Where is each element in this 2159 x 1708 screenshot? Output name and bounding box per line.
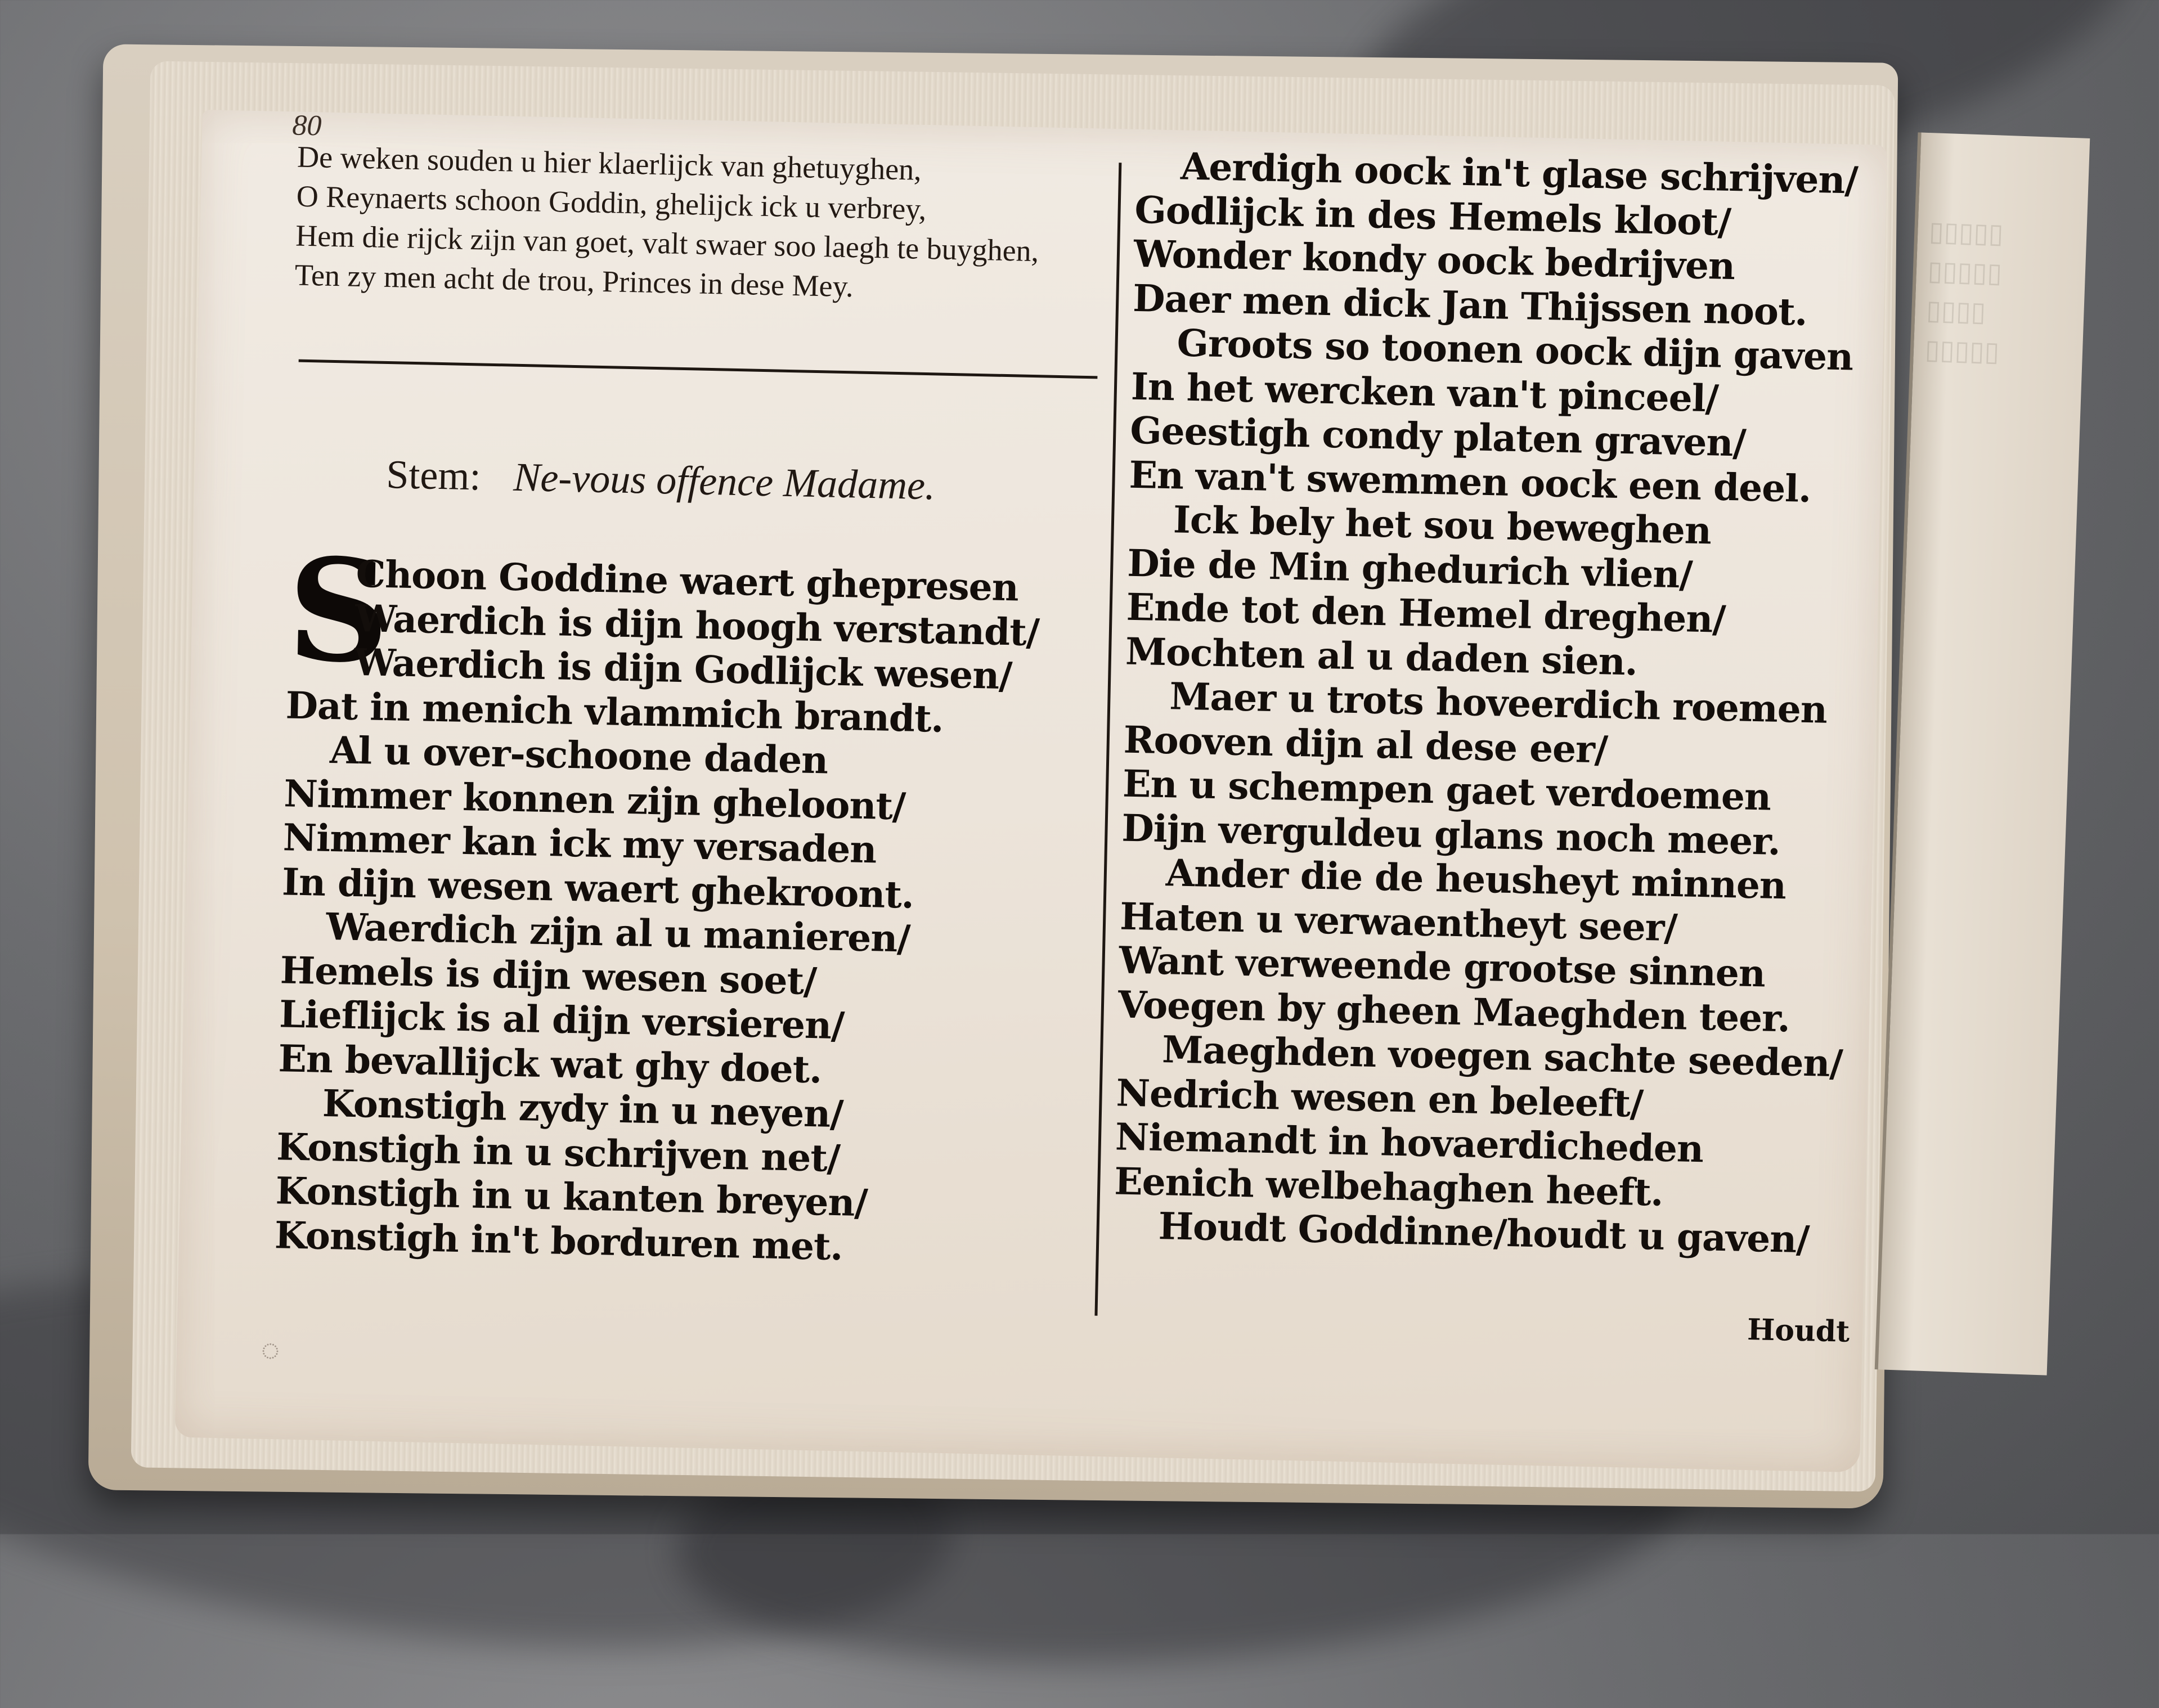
poem-line: Ander die de heusheyt minnen (1165, 851, 1787, 908)
poem-line: Die de Min ghedurich vlien/ (1126, 541, 1693, 597)
poem-line: Nimmer kan ick my versaden (282, 815, 877, 872)
poem-line: Godlijck in des Hemels kloot/ (1134, 187, 1731, 244)
poem-line: Maer u trots hoveerdich roemen (1169, 674, 1828, 732)
stanza-line: De weken souden u hier klaerlijck van ghetuyghen, (297, 140, 922, 187)
poem-line: Daer men dick Jan Thijssen noot. (1132, 276, 1808, 334)
poem-line: Mochten al u daden sien. (1125, 629, 1638, 684)
signature-mark: ◌ (261, 1332, 280, 1368)
poem-line: In dijn wesen waert ghekroont. (281, 859, 914, 917)
poem-line: Voegen by gheen Maeghden teer. (1117, 982, 1790, 1040)
horizontal-rule (299, 359, 1098, 379)
poem-line: En u schempen gaet verdoemen (1122, 761, 1771, 819)
page-number: 80 (291, 109, 322, 142)
top-stanza (294, 137, 1041, 311)
poem-line: Choon Goddine waert ghepresen (355, 551, 1019, 610)
poem-line: Al u over-schoone daden (329, 727, 828, 783)
poem-line: En van't swemmen oock een deel. (1128, 452, 1812, 511)
stem-label: Stem: (385, 451, 482, 499)
poem-line: Want verweende grootse sinnen (1118, 938, 1766, 996)
stem-tune: Ne-vous offence Madame. (513, 454, 936, 509)
stanza-line: Ten zy men acht de trou, Princes in dese Mey. (294, 258, 854, 304)
poem-line: Ick bely het sou beweghen (1173, 497, 1712, 553)
catchword: Houdt (1747, 1312, 1850, 1349)
poem-line: Wonder kondy oock bedrijven (1133, 231, 1735, 289)
poem-line: Konstigh in u schrijven net/ (276, 1124, 841, 1180)
poem-line: Dat in menich vlammich brandt. (285, 682, 944, 741)
poem-line: En bevallijck wat ghy doet. (277, 1036, 822, 1091)
poem-right-column (1113, 143, 1861, 1262)
poem-line: Waerdich is dijn hoogh verstandt/ (354, 596, 1040, 654)
poem-line: Eenich welbehaghen heeft. (1114, 1158, 1664, 1215)
poem-line: Waerdich zijn al u manieren/ (325, 904, 911, 961)
poem-line: Hemels is dijn wesen soet/ (280, 947, 817, 1003)
facing-page-edge: ▯▯▯▯▯ ▯▯▯▯▯ ▯▯▯▯ ▯▯▯▯▯ (1875, 132, 2090, 1375)
poem-line: Lieflijck is al dijn versieren/ (279, 992, 845, 1048)
poem-line: Nimmer konnen zijn gheloont/ (283, 771, 906, 828)
poem-line: In het wercken van't pinceel/ (1130, 364, 1719, 421)
poem-left-column (274, 550, 1040, 1273)
poem-line: Haten u verwaentheyt seer/ (1119, 893, 1678, 950)
poem-line: Rooven dijn al dese eer/ (1123, 717, 1608, 772)
poem-line: Niemandt in hovaerdicheden (1115, 1114, 1704, 1171)
poem-line: Konstigh zydy in u neyen/ (322, 1081, 844, 1136)
poem-line: Geestigh condy platen graven/ (1129, 408, 1747, 465)
book-page (175, 110, 1888, 1472)
drop-cap: S (286, 527, 392, 695)
poem-line: Maeghden voegen sachte seeden/ (1161, 1027, 1843, 1086)
poem-line: Houdt Goddinne/houdt u gaven/ (1158, 1204, 1810, 1262)
tune-heading (386, 451, 936, 509)
poem-line: Groots so toonen oock dijn gaven (1176, 321, 1853, 379)
poem-line: Konstigh in't borduren met. (274, 1212, 843, 1269)
poem-line: Dijn verguldeu glans noch meer. (1121, 806, 1781, 864)
poem-line: Nedrich wesen en beleeft/ (1115, 1070, 1644, 1126)
poem-line: Ende tot den Hemel dreghen/ (1126, 585, 1726, 641)
stanza-line: Hem die rijck zijn van goet, valt swaer soo laegh te buyghen, (295, 218, 1039, 268)
poem-line: Konstigh in u kanten breyen/ (275, 1168, 868, 1225)
poem-line: Aerdigh oock in't glase schrijven/ (1180, 144, 1859, 203)
stanza-line: O Reynaerts schoon Goddin, ghelijck ick u verbrey, (296, 179, 927, 226)
poem-line: Waerdich is dijn Godlijck wesen/ (353, 640, 1013, 698)
